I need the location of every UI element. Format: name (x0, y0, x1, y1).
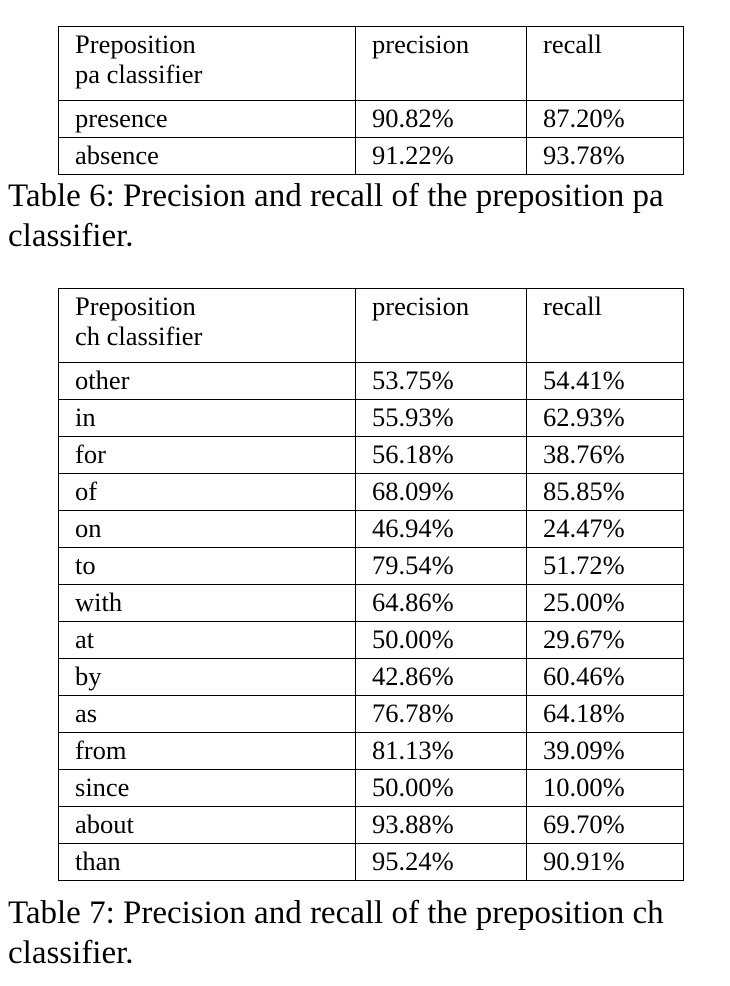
row-label: since (59, 770, 356, 807)
row-recall: 24.47% (527, 511, 684, 548)
row-precision: 68.09% (356, 474, 527, 511)
table-row (59, 437, 684, 474)
row-label: about (59, 807, 356, 844)
table-row (59, 733, 684, 770)
table-row (59, 844, 684, 881)
row-precision: 90.82% (356, 101, 527, 138)
header-preposition-label: Preposition (75, 291, 196, 321)
row-precision: 56.18% (356, 437, 527, 474)
row-recall: 90.91% (527, 844, 684, 881)
table-7-ch-classifier (58, 288, 684, 881)
row-label: to (59, 548, 356, 585)
row-label: on (59, 511, 356, 548)
header-preposition-classifier (59, 27, 356, 101)
header-classifier-label: pa classifier (75, 59, 203, 90)
row-recall: 93.78% (527, 138, 684, 175)
table-row (59, 101, 684, 138)
header-recall: recall (527, 27, 684, 101)
table-row (59, 400, 684, 437)
row-precision: 95.24% (356, 844, 527, 881)
table-row (59, 622, 684, 659)
row-label: than (59, 844, 356, 881)
table-row (59, 511, 684, 548)
table-row (59, 659, 684, 696)
row-precision: 55.93% (356, 400, 527, 437)
table-row (59, 548, 684, 585)
table-row (59, 807, 684, 844)
row-label: presence (59, 101, 356, 138)
row-label: with (59, 585, 356, 622)
table-header-row (59, 27, 684, 101)
table-row (59, 696, 684, 733)
row-label: absence (59, 138, 356, 175)
row-precision: 79.54% (356, 548, 527, 585)
header-precision: precision (356, 27, 527, 101)
header-preposition-label: Preposition (75, 29, 196, 59)
row-recall: 39.09% (527, 733, 684, 770)
row-label: other (59, 363, 356, 400)
row-recall: 85.85% (527, 474, 684, 511)
row-recall: 38.76% (527, 437, 684, 474)
row-recall: 87.20% (527, 101, 684, 138)
row-recall: 62.93% (527, 400, 684, 437)
row-precision: 93.88% (356, 807, 527, 844)
header-preposition-classifier (59, 289, 356, 363)
row-label: at (59, 622, 356, 659)
row-recall: 10.00% (527, 770, 684, 807)
row-precision: 64.86% (356, 585, 527, 622)
row-precision: 50.00% (356, 622, 527, 659)
row-recall: 29.67% (527, 622, 684, 659)
table-7-caption: Table 7: Precision and recall of the preposition ch classifier. (8, 895, 664, 971)
row-recall: 60.46% (527, 659, 684, 696)
row-label: of (59, 474, 356, 511)
table-row (59, 474, 684, 511)
row-label: by (59, 659, 356, 696)
row-precision: 76.78% (356, 696, 527, 733)
header-precision: precision (356, 289, 527, 363)
table-row (59, 770, 684, 807)
row-recall: 25.00% (527, 585, 684, 622)
row-recall: 64.18% (527, 696, 684, 733)
row-recall: 51.72% (527, 548, 684, 585)
row-precision: 91.22% (356, 138, 527, 175)
row-precision: 46.94% (356, 511, 527, 548)
table-row (59, 138, 684, 175)
row-recall: 54.41% (527, 363, 684, 400)
row-recall: 69.70% (527, 807, 684, 844)
header-recall: recall (527, 289, 684, 363)
row-precision: 81.13% (356, 733, 527, 770)
row-precision: 53.75% (356, 363, 527, 400)
row-label: for (59, 437, 356, 474)
row-label: from (59, 733, 356, 770)
header-classifier-label: ch classifier (75, 321, 203, 352)
table-row (59, 585, 684, 622)
row-label: as (59, 696, 356, 733)
table-header-row (59, 289, 684, 363)
table-row (59, 363, 684, 400)
table-6-pa-classifier (58, 26, 684, 175)
row-label: in (59, 400, 356, 437)
table-6-caption: Table 6: Precision and recall of the preposition pa classifier. (8, 178, 664, 254)
row-precision: 50.00% (356, 770, 527, 807)
row-precision: 42.86% (356, 659, 527, 696)
